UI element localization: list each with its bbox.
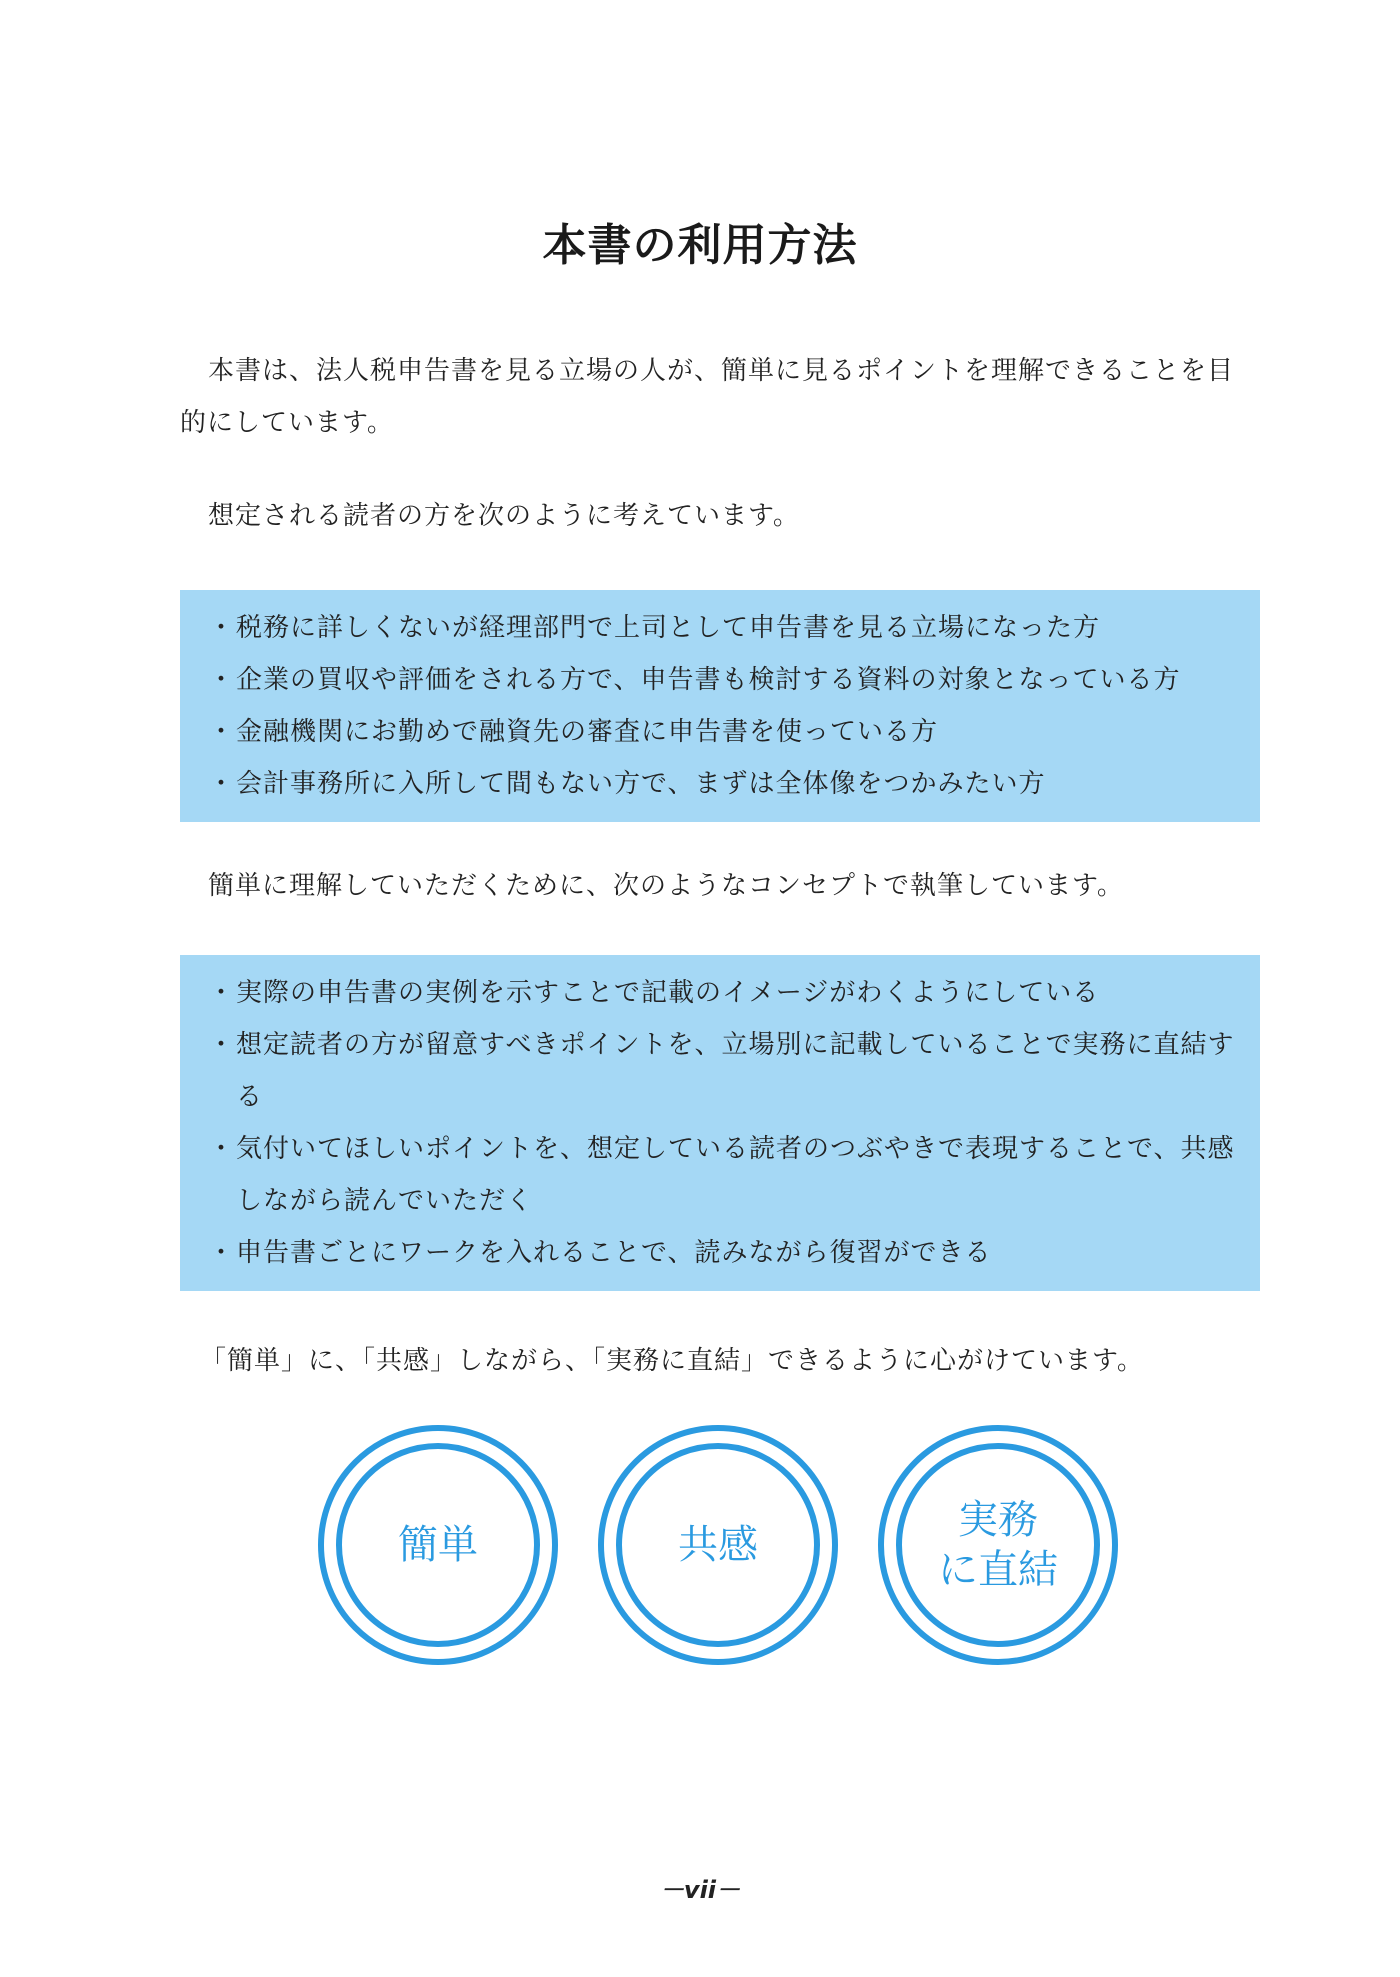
bullet-mark: ・ bbox=[208, 1030, 236, 1060]
bullet-mark: ・ bbox=[208, 717, 236, 747]
list-item bbox=[208, 967, 1260, 1019]
circle-inner-ring bbox=[336, 1443, 540, 1647]
readers-intro: 想定される読者の方を次のように考えています。 bbox=[208, 501, 800, 531]
concept-intro: 簡単に理解していただくために、次のようなコンセプトで執筆しています。 bbox=[208, 871, 1124, 901]
list-item-text: 会計事務所に入所して間もない方で、まずは全体像をつかみたい方 bbox=[236, 769, 1046, 799]
circle-practical bbox=[878, 1425, 1118, 1665]
page-number: －vii－ bbox=[659, 1876, 741, 1904]
list-item bbox=[208, 1227, 1260, 1279]
bullet-mark: ・ bbox=[208, 1134, 236, 1164]
readers-box bbox=[180, 590, 1260, 822]
circle-label: 共感 bbox=[678, 1522, 758, 1568]
circle-label: 実務 に直結 bbox=[938, 1497, 1058, 1593]
list-item-text: 税務に詳しくないが経理部門で上司として申告書を見る立場になった方 bbox=[236, 613, 1101, 643]
page-title: 本書の利用方法 bbox=[542, 220, 858, 272]
list-item-text: 気付いてほしいポイントを、想定している読者のつぶやきで表現することで、共感しながら読んでいただく bbox=[236, 1134, 1235, 1216]
list-item-text: 企業の買収や評価をされる方で、申告書も検討する資料の対象となっている方 bbox=[236, 665, 1181, 695]
list-item-text: 想定読者の方が留意すべきポイントを、立場別に記載していることで実務に直結する bbox=[236, 1030, 1235, 1112]
concept-circles bbox=[0, 1425, 1400, 1685]
list-item bbox=[208, 654, 1260, 706]
list-item-text: 申告書ごとにワークを入れることで、読みながら復習ができる bbox=[236, 1238, 992, 1268]
closing-sentence: 「簡単」に、「共感」しながら、「実務に直結」できるように心がけています。 bbox=[200, 1346, 1144, 1376]
intro-paragraph: 本書は、法人税申告書を見る立場の人が、簡単に見るポイントを理解できることを目的にしています。 bbox=[180, 356, 1235, 438]
bullet-mark: ・ bbox=[208, 613, 236, 643]
circle-label: 簡単 bbox=[398, 1522, 478, 1568]
list-item-text: 金融機関にお勤めで融資先の審査に申告書を使っている方 bbox=[236, 717, 939, 747]
circle-inner-ring bbox=[616, 1443, 820, 1647]
bullet-mark: ・ bbox=[208, 665, 236, 695]
bullet-mark: ・ bbox=[208, 978, 236, 1008]
circle-empathy bbox=[598, 1425, 838, 1665]
list-item bbox=[208, 1123, 1260, 1227]
concept-box bbox=[180, 955, 1260, 1291]
circle-inner-ring bbox=[896, 1443, 1100, 1647]
circle-easy bbox=[318, 1425, 558, 1665]
list-item bbox=[208, 602, 1260, 654]
list-item-text: 実際の申告書の実例を示すことで記載のイメージがわくようにしている bbox=[236, 978, 1100, 1008]
list-item bbox=[208, 758, 1260, 810]
bullet-mark: ・ bbox=[208, 1238, 236, 1268]
bullet-mark: ・ bbox=[208, 769, 236, 799]
list-item bbox=[208, 706, 1260, 758]
list-item bbox=[208, 1019, 1260, 1123]
